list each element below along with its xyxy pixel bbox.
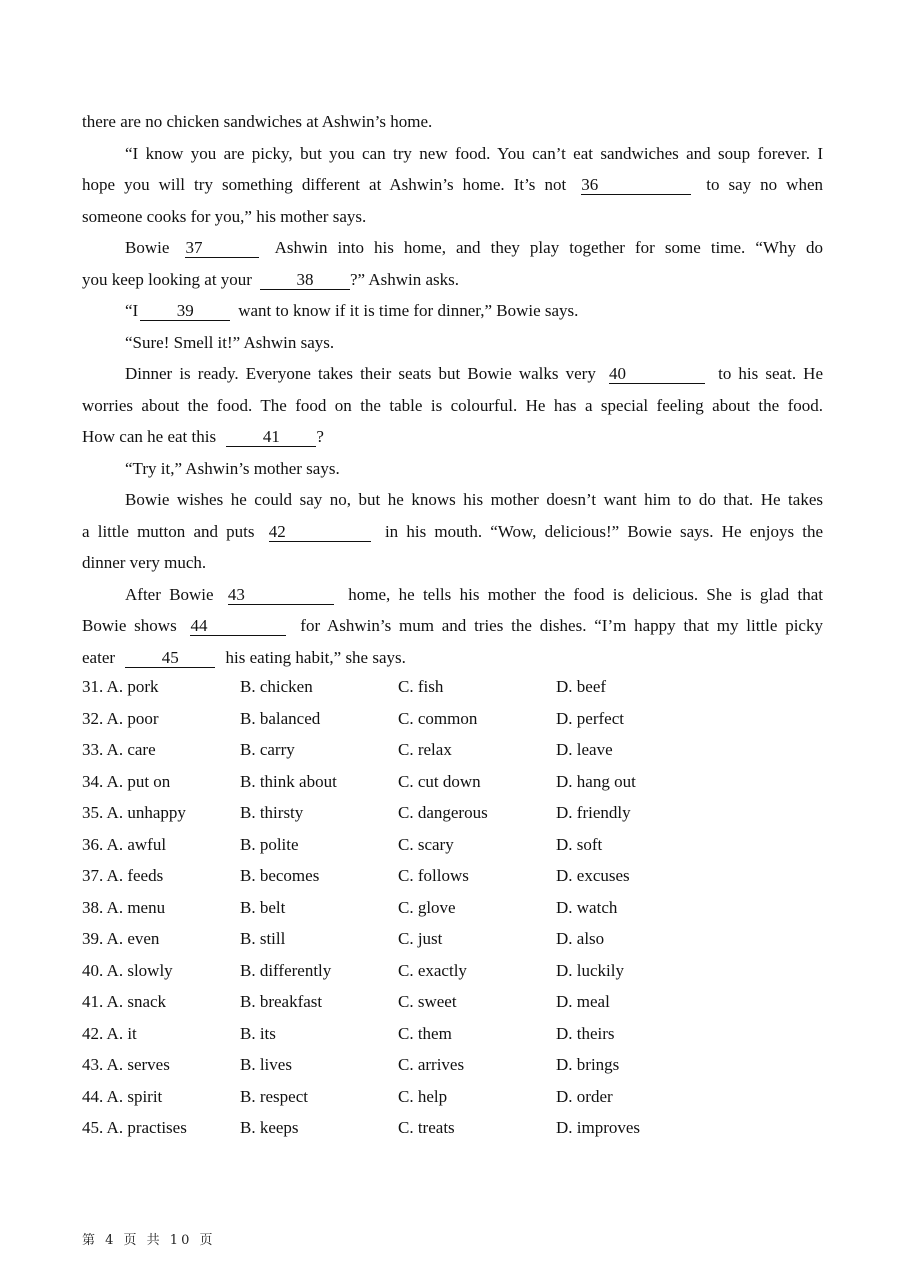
option-d: D. watch (556, 897, 618, 917)
option-d: D. friendly (556, 803, 631, 822)
option-a: 36. A. awful (82, 834, 167, 854)
question-options (82, 703, 716, 735)
option-c: C. just (398, 929, 443, 948)
option-b: B. differently (240, 960, 332, 980)
passage-line: “Try it,” Ashwin’s mother says. (125, 458, 340, 478)
option-b: B. keeps (240, 1118, 299, 1137)
blank-43: 43 (228, 586, 334, 605)
option-b: B. respect (240, 1086, 308, 1106)
passage-line: eater 45 his eating habit,” she says. (82, 647, 406, 667)
option-b: B. chicken (240, 677, 313, 696)
option-c: C. help (398, 1086, 448, 1106)
passage-line: worries about the food. The food on the table is colourful. He has a special feeling about the food. (82, 395, 823, 415)
question-options (82, 671, 716, 703)
passage-line: a little mutton and puts 42 in his mouth. “Wow, delicious!” Bowie says. He enjoys the (82, 521, 824, 541)
passage-line: hope you will try something different at Ashwin’s home. It’s not 36 to say no when (82, 175, 824, 194)
passage-line: you keep looking at your 38 ?” Ashwin asks. (82, 269, 460, 289)
question-options (82, 860, 716, 892)
option-a: 41. A. snack (82, 992, 167, 1011)
option-b: B. breakfast (240, 992, 323, 1011)
blank-37: 37 (185, 239, 259, 258)
passage (82, 106, 823, 673)
blank-42: 42 (269, 523, 371, 542)
passage-line: Dinner is ready. Everyone takes their seats but Bowie walks very 40 to his seat. He (125, 364, 824, 383)
option-c: C. common (398, 708, 478, 728)
passage-line: After Bowie 43 home, he tells his mother the food is delicious. She is glad that (125, 584, 823, 604)
option-a: 35. A. unhappy (82, 803, 186, 822)
question-options (82, 1112, 716, 1144)
option-c: C. arrives (398, 1055, 465, 1074)
option-a: 44. A. spirit (82, 1086, 163, 1106)
option-a: 42. A. it (82, 1023, 137, 1043)
page-number: 第 4 页 共 10 页 (82, 1233, 216, 1248)
question-options (82, 766, 716, 798)
option-b: B. carry (240, 740, 295, 759)
option-a: 40. A. slowly (82, 960, 173, 980)
blank-39: 39 (140, 302, 230, 321)
passage-line: Bowie wishes he could say no, but he knows his mother doesn’t want him to do that. He takes (125, 490, 823, 509)
question-options (82, 923, 716, 955)
option-c: C. relax (398, 740, 452, 759)
option-a: 32. A. poor (82, 708, 159, 728)
blank-38: 38 (260, 271, 350, 290)
option-d: D. leave (556, 740, 613, 759)
option-a: 39. A. even (82, 929, 160, 948)
question-options (82, 1018, 716, 1050)
option-b: B. polite (240, 834, 299, 854)
option-b: B. its (240, 1023, 276, 1043)
options-list (82, 671, 716, 1144)
option-c: C. them (398, 1023, 452, 1043)
option-d: D. order (556, 1086, 613, 1106)
option-c: C. sweet (398, 992, 457, 1011)
option-d: D. perfect (556, 708, 624, 728)
option-d: D. also (556, 929, 605, 948)
option-c: C. exactly (398, 960, 467, 980)
question-options (82, 892, 716, 924)
blank-44: 44 (190, 617, 286, 636)
option-c: C. cut down (398, 771, 481, 791)
option-a: 45. A. practises (82, 1118, 187, 1137)
passage-line: Bowie shows 44 for Ashwin’s mum and tries the dishes. “I’m happy that my little picky (82, 616, 823, 635)
question-options (82, 829, 716, 861)
option-b: B. still (240, 929, 286, 948)
option-d: D. hang out (556, 771, 636, 791)
option-d: D. brings (556, 1055, 620, 1074)
blank-36: 36 (581, 176, 691, 195)
option-c: C. fish (398, 677, 444, 696)
option-d: D. excuses (556, 866, 630, 885)
option-b: B. belt (240, 897, 286, 917)
passage-line: “I know you are picky, but you can try new food. You can’t eat sandwiches and soup forever. I (125, 143, 823, 163)
option-b: B. becomes (240, 866, 320, 885)
option-d: D. meal (556, 992, 610, 1011)
blank-41: 41 (226, 428, 316, 447)
option-c: C. glove (398, 897, 456, 917)
blank-45: 45 (125, 649, 215, 668)
option-a: 38. A. menu (82, 897, 166, 917)
question-options (82, 955, 716, 987)
option-b: B. balanced (240, 708, 321, 728)
option-d: D. luckily (556, 960, 624, 980)
question-options (82, 734, 716, 766)
option-c: C. follows (398, 866, 469, 885)
option-d: D. improves (556, 1118, 641, 1137)
passage-line: “Sure! Smell it!” Ashwin says. (125, 332, 335, 352)
question-options (82, 986, 716, 1018)
passage-line: How can he eat this 41 ? (82, 427, 324, 446)
option-c: C. treats (398, 1118, 455, 1137)
option-d: D. soft (556, 834, 603, 854)
question-options (82, 1049, 716, 1081)
passage-line: “I 39 want to know if it is time for dinner,” Bowie says. (125, 301, 579, 320)
option-b: B. thirsty (240, 803, 304, 822)
option-c: C. dangerous (398, 803, 488, 822)
question-options (82, 1081, 716, 1113)
option-a: 37. A. feeds (82, 866, 164, 885)
option-b: B. think about (240, 771, 337, 791)
option-a: 31. A. pork (82, 677, 159, 696)
passage-line: dinner very much. (82, 553, 207, 572)
option-a: 33. A. care (82, 740, 156, 759)
passage-line: there are no chicken sandwiches at Ashwin’s home. (82, 112, 433, 131)
option-d: D. theirs (556, 1023, 615, 1043)
option-a: 43. A. serves (82, 1055, 170, 1074)
passage-line: someone cooks for you,” his mother says. (82, 206, 367, 226)
option-b: B. lives (240, 1055, 292, 1074)
option-a: 34. A. put on (82, 771, 171, 791)
blank-40: 40 (609, 365, 705, 384)
option-c: C. scary (398, 834, 454, 854)
option-d: D. beef (556, 677, 607, 696)
passage-line: Bowie 37 Ashwin into his home, and they play together for some time. “Why do (125, 238, 824, 257)
question-options (82, 797, 716, 829)
